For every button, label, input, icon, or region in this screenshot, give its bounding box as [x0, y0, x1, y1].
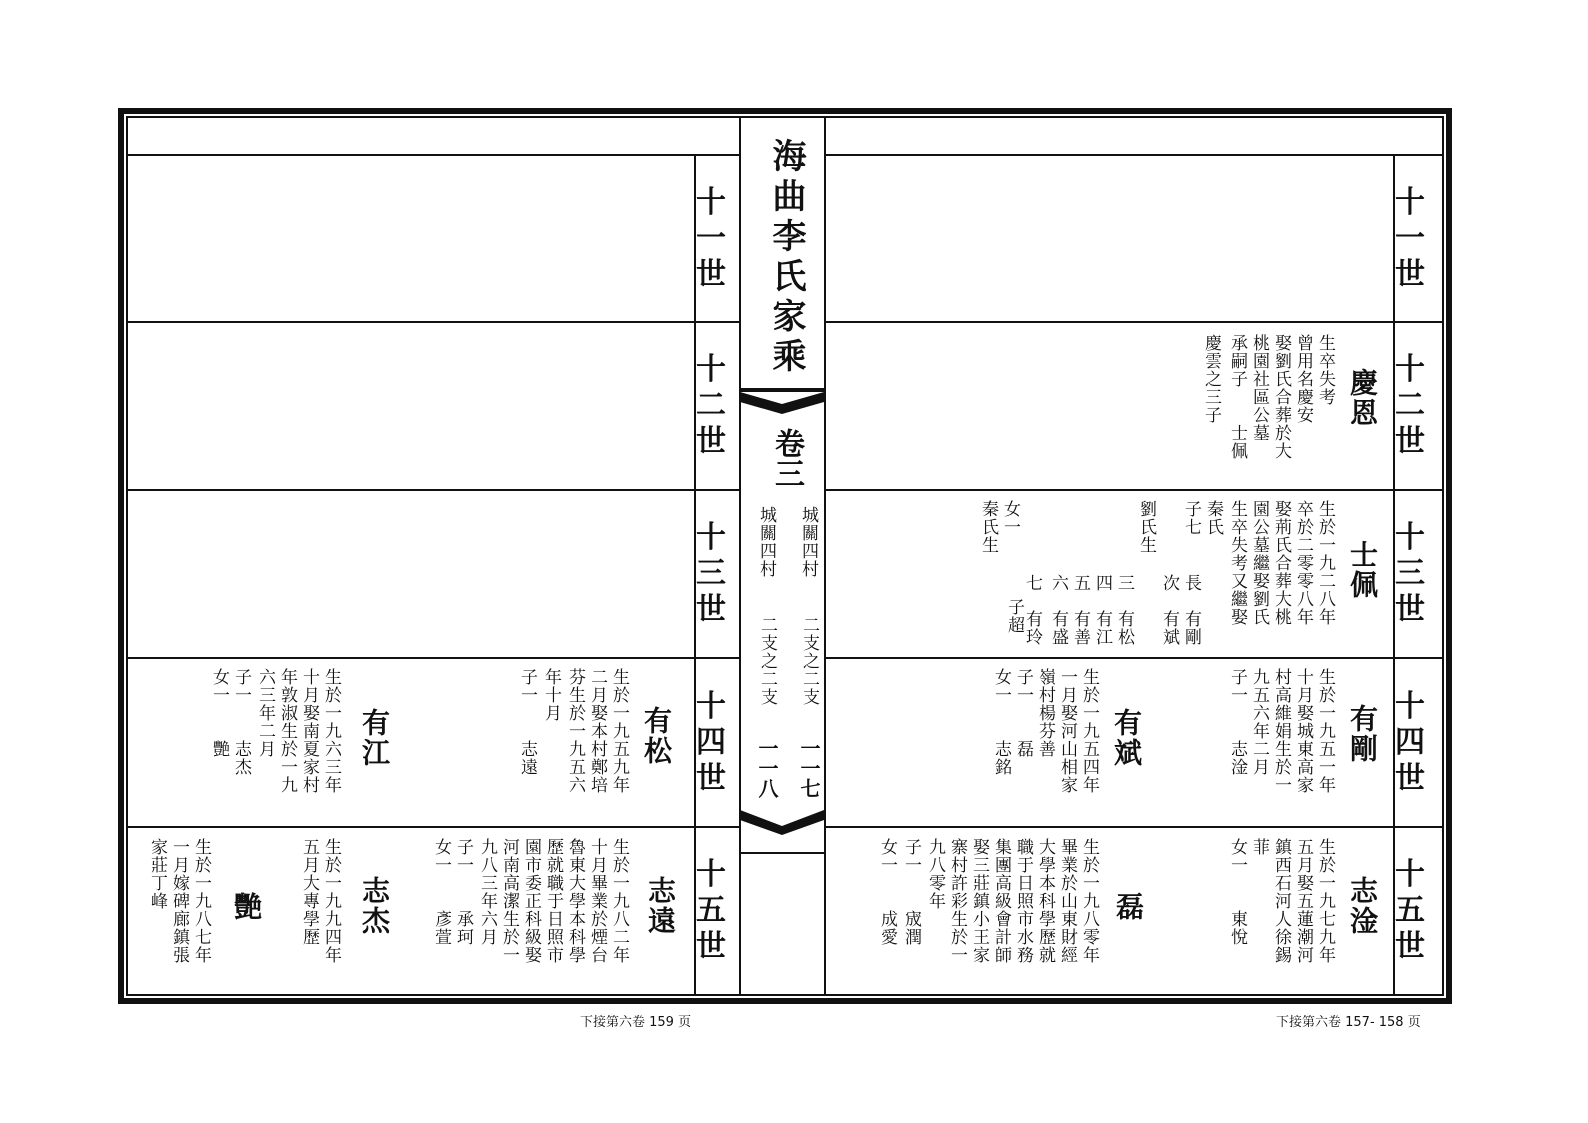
entry-line: 桃園社區公墓: [1249, 334, 1269, 442]
spine-place-left: 城關四村: [756, 506, 776, 578]
spine-branch-right: 二支之二支: [799, 616, 819, 706]
entry-line: 九八零年: [925, 838, 945, 910]
entry-name-youjiang: 有江: [358, 708, 391, 768]
entry-line: 年敦淑生於一九: [277, 668, 297, 794]
entry-line: 家莊丁峰: [147, 838, 167, 910]
spine-page-right: 一一七: [797, 738, 821, 798]
entry-line: 十月畢業於煙台: [587, 838, 607, 964]
son-line: 四 有江: [1092, 574, 1112, 646]
entry-line: 娶劉氏合葬於大: [1271, 334, 1291, 460]
entry-line: 曾用名慶安: [1293, 334, 1313, 424]
entry-line: 生於一九五一年: [1315, 668, 1335, 794]
entry-line: 子一 志淦: [1227, 668, 1247, 776]
entry-line: 娶荊氏合葬大桃: [1271, 500, 1291, 626]
daughter-line: 秦氏生: [978, 500, 998, 554]
entry-line: 生於一九二八年: [1315, 500, 1335, 626]
right-gen-15: 十五世: [1395, 857, 1425, 964]
entry-name-shipei: 士佩: [1346, 540, 1379, 600]
entry-name-qingen: 慶恩: [1346, 368, 1379, 428]
entry-line: 女一 東悅: [1227, 838, 1247, 946]
son-line: 次 有斌: [1159, 574, 1179, 646]
spine-place-right: 城關四村: [798, 506, 818, 578]
entry-line: 集團高級會計師: [991, 838, 1011, 964]
entry-line: 職于日照市水務: [1013, 838, 1033, 964]
entry-line: 九八三年六月: [477, 838, 497, 946]
son-line: 六 有盛: [1048, 574, 1068, 646]
entry-line: 一月嫁碑廊鎮張: [169, 838, 189, 964]
spine-page-left: 一一八: [755, 738, 779, 798]
entry-line: 生卒失考: [1315, 334, 1335, 406]
entry-name-yan: 艷: [230, 892, 263, 922]
entry-line: 嶺村楊芬善: [1035, 668, 1055, 758]
entry-line: 芬生於一九五六: [565, 668, 585, 794]
son-line: 五 有善: [1070, 574, 1090, 646]
left-gen-15: 十五世: [696, 857, 726, 964]
entry-name-zhigan: 志淦: [1346, 876, 1379, 936]
entry-line: 劉氏生: [1136, 500, 1156, 554]
right-gen-13: 十三世: [1395, 520, 1425, 627]
entry-line: 畢業於山東財經: [1057, 838, 1077, 964]
entry-line: 寨村許彩生於一: [947, 838, 967, 964]
entry-name-yousong: 有松: [640, 706, 673, 766]
entry-line: 五月娶五蓮潮河: [1293, 838, 1313, 964]
entry-line: 卒於二零零八年: [1293, 500, 1313, 626]
entry-line: 河南高潔生於一: [499, 838, 519, 964]
entry-line: 園市委正科級娶: [521, 838, 541, 964]
entry-line: 九五六年二月: [1249, 668, 1269, 776]
entry-line: 子一 宬潤: [901, 838, 921, 946]
entry-line: 子一 承珂: [453, 838, 473, 946]
entry-line: 五月大專學歷: [299, 838, 319, 946]
entry-line: 生於一九八零年: [1079, 838, 1099, 964]
entry-line: 生於一九六三年: [321, 668, 341, 794]
son-line: 長 有剛: [1181, 574, 1201, 646]
entry-line: 子一 磊: [1013, 668, 1033, 758]
entry-line: 大學本科學歷就: [1035, 838, 1055, 964]
entry-line: 女一 艷: [209, 668, 229, 758]
entry-name-lei: 磊: [1112, 892, 1145, 922]
entry-line: 慶雲之三子: [1201, 334, 1221, 424]
left-gen-13: 十三世: [696, 520, 726, 627]
entry-line: 子七: [1181, 500, 1201, 536]
left-gen-12: 十二世: [696, 352, 726, 459]
entry-line: 十月娶南夏家村: [299, 668, 319, 794]
entry-line: 生於一九五四年: [1079, 668, 1099, 794]
entry-line: 生於一九八七年: [191, 838, 211, 964]
footer-left: 下接第六卷 159 页: [580, 1015, 692, 1030]
son-extra: 子超: [1004, 598, 1024, 634]
entry-line: 生於一九七九年: [1315, 838, 1335, 964]
entry-name-yougang: 有剛: [1346, 704, 1379, 764]
right-gen-11: 十一世: [1395, 184, 1425, 292]
entry-line: 女一 彥萱: [431, 838, 451, 946]
entry-line: 子一 志杰: [231, 668, 251, 776]
left-gen-11: 十一世: [696, 184, 726, 292]
son-line: 三 有松: [1114, 574, 1134, 646]
entry-name-zhiyuan: 志遠: [644, 876, 677, 936]
entry-line: 女一 志銘: [991, 668, 1011, 776]
right-gen-12: 十二世: [1395, 352, 1425, 459]
entry-line: 十月娶城東高家: [1293, 668, 1313, 794]
entry-line: 二月娶本村鄭培: [587, 668, 607, 794]
entry-line: 菲: [1249, 838, 1269, 856]
entry-line: 六三年二月: [255, 668, 275, 758]
spine-title: 海曲李氏家乘: [766, 138, 806, 378]
entry-line: 生卒失考又繼娶: [1227, 500, 1247, 626]
entry-line: 生於一九五九年: [609, 668, 629, 794]
entry-line: 園公墓繼娶劉氏: [1249, 500, 1269, 626]
entry-line: 秦氏: [1203, 500, 1223, 536]
entry-line: 年十月: [541, 668, 561, 722]
spine-volume: 卷三: [769, 428, 804, 488]
spine-branch-left: 二支之二支: [757, 616, 777, 706]
right-gen-14: 十四世: [1395, 688, 1425, 796]
entry-line: 承嗣子 士佩: [1227, 334, 1247, 460]
son-line: 七 有玲: [1022, 574, 1042, 646]
entry-line: 子一 志遠: [517, 668, 537, 776]
entry-line: 村高維娟生於一: [1271, 668, 1291, 794]
entry-line: 女一 成愛: [877, 838, 897, 946]
entry-line: 一月娶河山相家: [1057, 668, 1077, 794]
daughter-line: 女一: [1000, 500, 1020, 536]
entry-name-youbin: 有斌: [1110, 708, 1143, 768]
entry-line: 鎮西石河人徐錫: [1271, 838, 1291, 964]
footer-right: 下接第六卷 157- 158 页: [1276, 1015, 1421, 1030]
entry-line: 娶三莊鎮小王家: [969, 838, 989, 964]
entry-name-zhijie: 志杰: [358, 876, 391, 936]
entry-line: 魯東大學本科學: [565, 838, 585, 964]
left-gen-14: 十四世: [696, 688, 726, 796]
entry-line: 生於一九八二年: [609, 838, 629, 964]
entry-line: 歷就職于日照市: [543, 838, 563, 964]
entry-line: 生於一九九四年: [321, 838, 341, 964]
